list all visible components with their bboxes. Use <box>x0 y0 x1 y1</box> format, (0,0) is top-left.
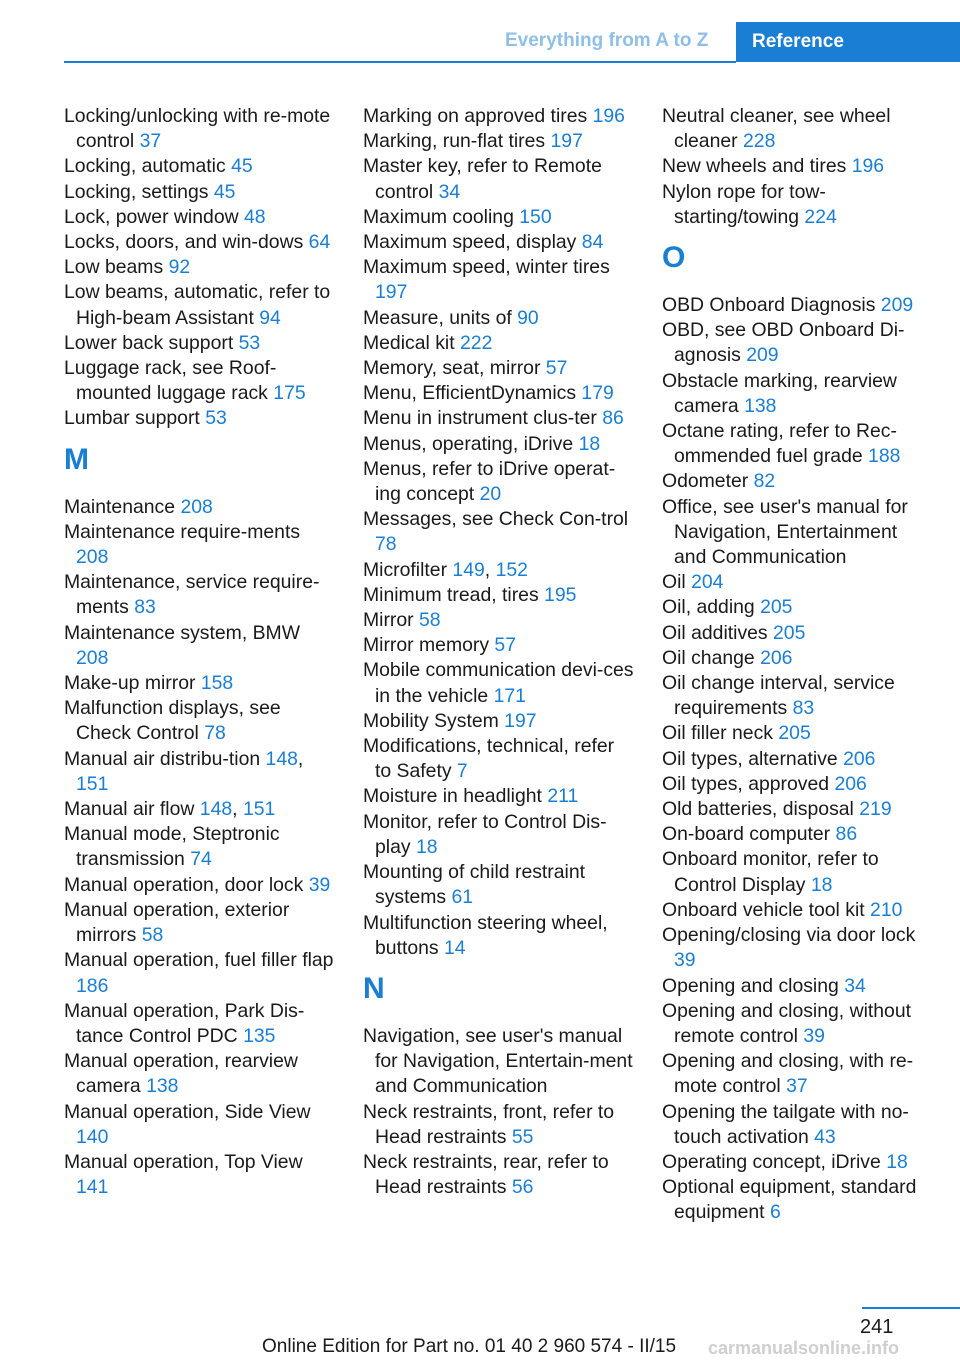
index-entry-text: Multifunction steering wheel, buttons <box>363 911 608 959</box>
page-reference-link[interactable]: 6 <box>769 1201 781 1224</box>
index-entry: Microfilter 149, 152 <box>363 558 528 581</box>
page-reference-link[interactable]: 228 <box>743 130 776 153</box>
page-reference-link[interactable]: 179 <box>581 382 614 405</box>
index-entry-text: Manual operation, Side View <box>64 1100 311 1123</box>
page-reference-link[interactable]: 188 <box>868 445 901 468</box>
index-entry <box>363 356 635 381</box>
index-entry-text: Oil, adding <box>662 596 755 619</box>
index-entry <box>363 306 635 331</box>
index-entry <box>64 999 336 1049</box>
page-reference-link[interactable]: 45 <box>231 155 253 178</box>
page-reference-link[interactable]: 18 <box>415 835 438 858</box>
index-entry <box>662 646 934 671</box>
index-entry <box>662 898 934 923</box>
page-reference-link[interactable]: 61 <box>451 886 474 909</box>
index-entry-text: OBD, see OBD Onboard Di‐agnosis <box>662 319 905 367</box>
page-reference-link[interactable]: 58 <box>419 609 441 632</box>
page-reference-link[interactable]: 148 <box>199 798 233 821</box>
section-tab: Reference <box>736 22 960 62</box>
index-entry <box>64 1150 336 1200</box>
index-entry <box>64 230 336 255</box>
index-entry-text: Manual air distribu‐tion <box>64 747 261 770</box>
index-entry-text: Maintenance, service require‐ments <box>64 571 320 619</box>
index-entry-text: Menus, operating, iDrive <box>363 432 574 455</box>
index-entry-text: Mobile communication devi‐ces in the vehicle <box>363 659 634 707</box>
page-reference-link[interactable]: 39 <box>803 1024 825 1047</box>
page-reference-link[interactable]: 206 <box>843 747 876 770</box>
index-entry-text: Manual air flow <box>64 798 195 821</box>
page-reference-link[interactable]: 57 <box>545 357 568 380</box>
page-reference-link[interactable]: 138 <box>146 1075 179 1098</box>
page-reference-link[interactable]: 135 <box>243 1024 276 1047</box>
edition-footer: Online Edition for Part no. 01 40 2 960 574 - II/15 <box>262 1336 677 1357</box>
index-entry <box>662 671 934 721</box>
page-reference-link[interactable]: 92 <box>168 256 191 279</box>
index-entry <box>662 1175 934 1225</box>
page-reference-link[interactable]: 151 <box>242 798 276 821</box>
index-entry <box>662 1100 934 1150</box>
page-reference-link[interactable]: 18 <box>578 432 601 455</box>
page-reference-link[interactable]: 83 <box>792 697 815 720</box>
index-entry <box>662 721 934 746</box>
page-reference-link[interactable]: 82 <box>753 470 776 493</box>
index-entry <box>363 104 635 129</box>
index-entry-text: Measure, units of <box>363 306 512 329</box>
page-reference-link[interactable]: 197 <box>504 709 537 732</box>
index-entry-text: Microfilter <box>363 558 448 581</box>
page-reference-link[interactable]: 208 <box>180 495 213 518</box>
index-entry <box>64 1049 336 1099</box>
index-entry-text: Maximum speed, winter tires <box>363 256 610 279</box>
page-reference-link[interactable]: 86 <box>835 823 858 846</box>
index-entry-text: Opening/closing via door lock <box>662 924 916 947</box>
page-reference-link[interactable]: 58 <box>141 924 164 947</box>
index-entry-text: OBD Onboard Diagnosis <box>662 294 876 317</box>
index-entry-text: Mounting of child restraint systems <box>363 861 586 909</box>
page-reference-link[interactable]: 205 <box>760 596 793 619</box>
index-entry-text: Oil types, approved <box>662 772 830 795</box>
index-entry <box>64 104 336 154</box>
index-entry-text: Mirror memory <box>363 634 490 657</box>
index-entry <box>363 583 635 608</box>
index-entry <box>662 847 934 897</box>
header-rule <box>64 61 736 63</box>
index-entry-text: Oil <box>662 571 686 594</box>
page-reference-link[interactable]: 205 <box>778 722 811 745</box>
page-reference-link[interactable]: 205 <box>773 621 806 644</box>
index-letter-heading: M <box>64 442 89 476</box>
index-column-1 <box>64 104 336 1200</box>
index-entry <box>662 621 934 646</box>
index-entry <box>363 1024 635 1100</box>
page-reference-link[interactable]: 222 <box>460 331 493 354</box>
index-entry <box>662 772 934 797</box>
index-entry <box>662 419 934 469</box>
page-reference-link[interactable]: 197 <box>375 281 408 304</box>
index-entry <box>363 860 635 910</box>
index-entry <box>662 154 934 179</box>
index-entry <box>363 432 635 457</box>
index-entry-text: Malfunction displays, see Check Control <box>64 697 281 745</box>
index-entry-text: Operating concept, iDrive <box>662 1150 881 1173</box>
page-reference-link[interactable]: 152 <box>495 558 528 581</box>
index-entry-text: Oil types, alternative <box>662 747 838 770</box>
index-entry <box>363 230 635 255</box>
index-entry-text: Luggage rack, see Roof-mounted luggage rack <box>64 357 277 405</box>
page-reference-link[interactable]: 78 <box>375 533 397 556</box>
index-entry-text: Menu in instrument clus‐ter <box>363 407 597 430</box>
page-reference-link[interactable]: 90 <box>517 306 539 329</box>
index-entry-text: Onboard monitor, refer to Control Display <box>662 848 879 896</box>
index-entry-text: On-board computer <box>662 823 831 846</box>
index-entry <box>363 406 635 431</box>
page-reference-link[interactable]: 197 <box>550 130 583 153</box>
index-entry-text: Minimum tread, tires <box>363 583 539 606</box>
index-entry-text: Maintenance require‐ments <box>64 520 301 543</box>
index-entry <box>363 709 635 734</box>
page-reference-link[interactable]: 64 <box>308 231 331 254</box>
page-reference-link[interactable]: 206 <box>834 772 867 795</box>
page-reference-link[interactable]: 196 <box>851 155 885 178</box>
page-reference-link[interactable]: 57 <box>494 634 516 657</box>
page-reference-link[interactable]: 204 <box>691 571 724 594</box>
index-entry <box>64 570 336 620</box>
page-reference-link[interactable]: 195 <box>544 583 577 606</box>
index-entry-text: Oil change <box>662 646 755 669</box>
index-entry-text: Opening and closing, without remote control <box>662 999 912 1047</box>
index-entry <box>662 1150 934 1175</box>
index-entry-text: Opening and closing, with re‐mote control <box>662 1050 914 1098</box>
page-reference-link[interactable]: 209 <box>880 294 914 317</box>
index-entry <box>363 507 635 557</box>
index-entry <box>662 570 934 595</box>
index-entry-text: Lower back support <box>64 331 234 354</box>
page-reference-link[interactable]: 14 <box>444 936 466 959</box>
index-entry <box>662 595 934 620</box>
index-entry <box>64 331 336 356</box>
page-reference-link[interactable]: 37 <box>786 1075 808 1098</box>
index-entry-text: Oil change interval, service requirements <box>662 672 895 720</box>
index-entry <box>363 734 635 784</box>
index-entry-text: Lock, power window <box>64 205 239 228</box>
index-entry <box>64 180 336 205</box>
page-reference-link[interactable]: 45 <box>213 180 236 203</box>
index-entry <box>363 633 635 658</box>
index-entry-text: Master key, refer to Remote control <box>363 155 602 203</box>
index-entry-text: Obstacle marking, rearview camera <box>662 369 897 417</box>
page-reference-link[interactable]: 208 <box>76 546 109 569</box>
index-entry-text: Maximum cooling <box>363 205 514 228</box>
index-entry-text: Manual mode, Steptronic transmission <box>64 823 280 871</box>
index-letter-heading: O <box>662 241 686 275</box>
page-reference-link[interactable]: 158 <box>200 672 234 695</box>
index-entry <box>363 1150 635 1200</box>
index-entry-text: Modifications, technical, refer to Safety <box>363 735 615 783</box>
index-entry <box>64 406 336 431</box>
index-entry-text: Opening and closing <box>662 974 839 997</box>
index-entry-text: Menu, EfficientDynamics <box>363 382 577 405</box>
page-reference-link[interactable]: 140 <box>76 1125 109 1148</box>
index-entry-text: Maintenance <box>64 495 176 518</box>
page-reference-link[interactable]: 48 <box>244 205 266 228</box>
page-reference-link[interactable]: 43 <box>814 1125 836 1148</box>
page-reference-link[interactable]: 175 <box>273 382 306 405</box>
index-entry-text: Locking, settings <box>64 180 209 203</box>
index-entry <box>662 797 934 822</box>
index-entry <box>64 621 336 671</box>
index-entry <box>64 280 336 330</box>
index-entry-text: Opening the tailgate with no-touch activation <box>662 1100 909 1148</box>
page-reference-link[interactable]: 18 <box>886 1150 908 1173</box>
index-entry-text: Maintenance system, BMW <box>64 621 300 644</box>
index-entry-text: Neck restraints, front, refer to Head restraints <box>363 1100 615 1148</box>
index-entry-text: Manual operation, exterior mirrors <box>64 898 290 947</box>
index-entry <box>662 999 934 1049</box>
index-entry-text: Old batteries, disposal <box>662 798 854 821</box>
page-reference-link[interactable]: 209 <box>746 344 779 367</box>
footer-rule <box>862 1307 960 1309</box>
index-entry <box>64 822 336 872</box>
page-reference-link[interactable]: 84 <box>581 231 604 254</box>
index-entry-text: Low beams, automatic, refer to High-beam Assistant <box>64 281 331 329</box>
index-entry <box>363 331 635 356</box>
index-entry <box>363 381 635 406</box>
page-reference-link[interactable]: 186 <box>76 974 109 997</box>
index-entry-text: Onboard vehicle tool kit <box>662 898 865 921</box>
index-entry-text: New wheels and tires <box>662 155 847 178</box>
index-entry-text: Nylon rope for tow-starting/towing <box>662 180 826 228</box>
index-entry-text: Navigation, see user's manual for Navigation, Entertain‐ment and Communication <box>363 1024 633 1098</box>
index-entry-text: Odometer <box>662 470 749 493</box>
index-entry <box>64 356 336 406</box>
index-entry-text: Memory, seat, mirror <box>363 357 541 380</box>
index-entry <box>363 1100 635 1150</box>
index-entry-text: Manual operation, Top View <box>64 1150 303 1173</box>
page-reference-link[interactable]: 39 <box>674 949 696 972</box>
index-entry-text: Medical kit <box>363 331 455 354</box>
index-entry <box>662 923 934 973</box>
page-reference-link[interactable]: 18 <box>810 873 833 896</box>
index-letter-heading: N <box>363 971 385 1005</box>
index-entry-text: Neck restraints, rear, refer to Head restraints <box>363 1150 609 1199</box>
index-entry-text: Oil filler neck <box>662 722 773 745</box>
watermark: carmanualsonline.info <box>708 1338 900 1358</box>
index-entry-text: Oil additives <box>662 621 768 644</box>
page-reference-link[interactable]: 208 <box>76 646 109 669</box>
index-entry-text: Manual operation, rearview camera <box>64 1050 298 1098</box>
index-entry <box>662 495 934 571</box>
index-entry-text: Locks, doors, and win‐dows <box>64 231 304 254</box>
page-reference-link[interactable]: 219 <box>859 798 892 821</box>
page-reference-link[interactable]: 211 <box>547 785 579 808</box>
page-reference-link[interactable]: 55 <box>511 1125 534 1148</box>
page-reference-link[interactable]: 39 <box>308 873 331 896</box>
index-entry <box>363 810 635 860</box>
page-reference-link[interactable]: 74 <box>190 848 212 871</box>
index-entry <box>662 104 934 154</box>
index-entry <box>64 520 336 570</box>
index-entry <box>64 948 336 998</box>
index-entry-text: Make-up mirror <box>64 672 196 695</box>
index-entry-text: Maximum speed, display <box>363 231 577 254</box>
index-entry <box>363 154 635 204</box>
index-entry <box>363 457 635 507</box>
page-reference-link[interactable]: 210 <box>870 898 903 921</box>
page-reference-link[interactable]: 20 <box>479 483 502 506</box>
page-reference-link[interactable]: 224 <box>804 205 837 228</box>
index-entry <box>363 658 635 708</box>
page-reference-link[interactable]: 78 <box>204 722 226 745</box>
index-entry-text: Mobility System <box>363 709 499 732</box>
page-header <box>0 0 960 62</box>
index-entry-text: Locking, automatic <box>64 155 226 178</box>
index-entry-text: Moisture in headlight <box>363 785 542 808</box>
index-entry <box>662 369 934 419</box>
index-entry <box>64 898 336 948</box>
index-entry <box>64 154 336 179</box>
index-entry <box>64 495 336 520</box>
page-reference-link[interactable]: 150 <box>519 205 552 228</box>
page-reference-link[interactable]: 196 <box>592 105 625 127</box>
index-entry <box>662 293 934 318</box>
page-reference-link[interactable]: 149 <box>452 558 485 581</box>
index-column-3 <box>662 104 934 1226</box>
index-entry-text: Manual operation, fuel filler flap <box>64 949 334 972</box>
index-entry-text: Manual operation, door lock <box>64 873 304 896</box>
page-reference-link[interactable]: 171 <box>493 684 526 707</box>
index-entry <box>363 784 635 809</box>
index-entry <box>662 180 934 230</box>
index-entry <box>64 696 336 746</box>
page-reference-link[interactable]: 141 <box>76 1176 109 1199</box>
index-entry <box>64 205 336 230</box>
page-reference-link[interactable]: 206 <box>760 646 793 669</box>
page-reference-link[interactable]: 138 <box>744 394 777 417</box>
page-reference-link[interactable]: 7 <box>456 760 468 783</box>
index-entry-text: Messages, see Check Con‐trol <box>363 508 629 531</box>
index-entry <box>64 255 336 280</box>
index-entry: Manual air flow 148, 151 <box>64 798 276 821</box>
index-entry-text: Marking, run-flat tires <box>363 130 546 153</box>
index-entry-text: Marking on approved tires <box>363 105 588 127</box>
index-entry <box>363 129 635 154</box>
index-entry <box>363 255 635 305</box>
index-column-2 <box>363 104 635 1200</box>
page-reference-link[interactable]: 56 <box>511 1176 534 1199</box>
index-entry <box>662 1049 934 1099</box>
index-entry-text: Neutral cleaner, see wheel cleaner <box>662 105 891 153</box>
index-entry: Manual air distribu‐tion 148, 151 <box>64 747 304 795</box>
page-reference-link[interactable]: 37 <box>139 130 162 153</box>
index-entry <box>662 318 934 368</box>
index-entry <box>64 873 336 898</box>
index-entry-text: Menus, refer to iDrive operat‐ing concept <box>363 457 616 506</box>
index-entry <box>662 469 934 494</box>
index-entry-text: Monitor, refer to Control Dis‐play <box>363 810 607 858</box>
page-number: 241 <box>860 1316 894 1338</box>
page-reference-link[interactable]: 86 <box>602 407 624 430</box>
index-entry-text: Manual operation, Park Dis‐tance Control PDC <box>64 999 305 1047</box>
index-entry <box>363 608 635 633</box>
page-reference-link[interactable]: 53 <box>205 407 227 430</box>
index-entry-text: Locking/unlocking with re‐mote control <box>64 105 331 153</box>
index-entry-text: Lumbar support <box>64 407 200 430</box>
index-entry <box>363 911 635 961</box>
page-reference-link[interactable]: 53 <box>238 331 261 354</box>
page-reference-link[interactable]: 83 <box>134 596 156 619</box>
index-entry <box>363 205 635 230</box>
index-entry-text: Low beams <box>64 256 164 279</box>
index-entry <box>64 671 336 696</box>
section-title: Everything from A to Z <box>505 30 709 51</box>
index-entry <box>662 974 934 999</box>
page-reference-link[interactable]: 151 <box>76 772 109 795</box>
index-entry <box>64 1100 336 1150</box>
index-entry-text: Office, see user's manual for Navigation, Entertainment and Communication <box>662 495 908 569</box>
page-reference-link[interactable]: 34 <box>438 180 461 203</box>
index-entry-text: Mirror <box>363 609 414 632</box>
index-entry <box>662 822 934 847</box>
page-reference-link[interactable]: 94 <box>259 306 281 329</box>
page-reference-link[interactable]: 34 <box>844 974 866 997</box>
index-entry-text: Octane rating, refer to Rec‐ommended fuel grade <box>662 420 897 468</box>
index-entry-text: Optional equipment, standard equipment <box>662 1176 917 1224</box>
page-reference-link[interactable]: 148 <box>265 747 298 770</box>
index-entry <box>662 747 934 772</box>
